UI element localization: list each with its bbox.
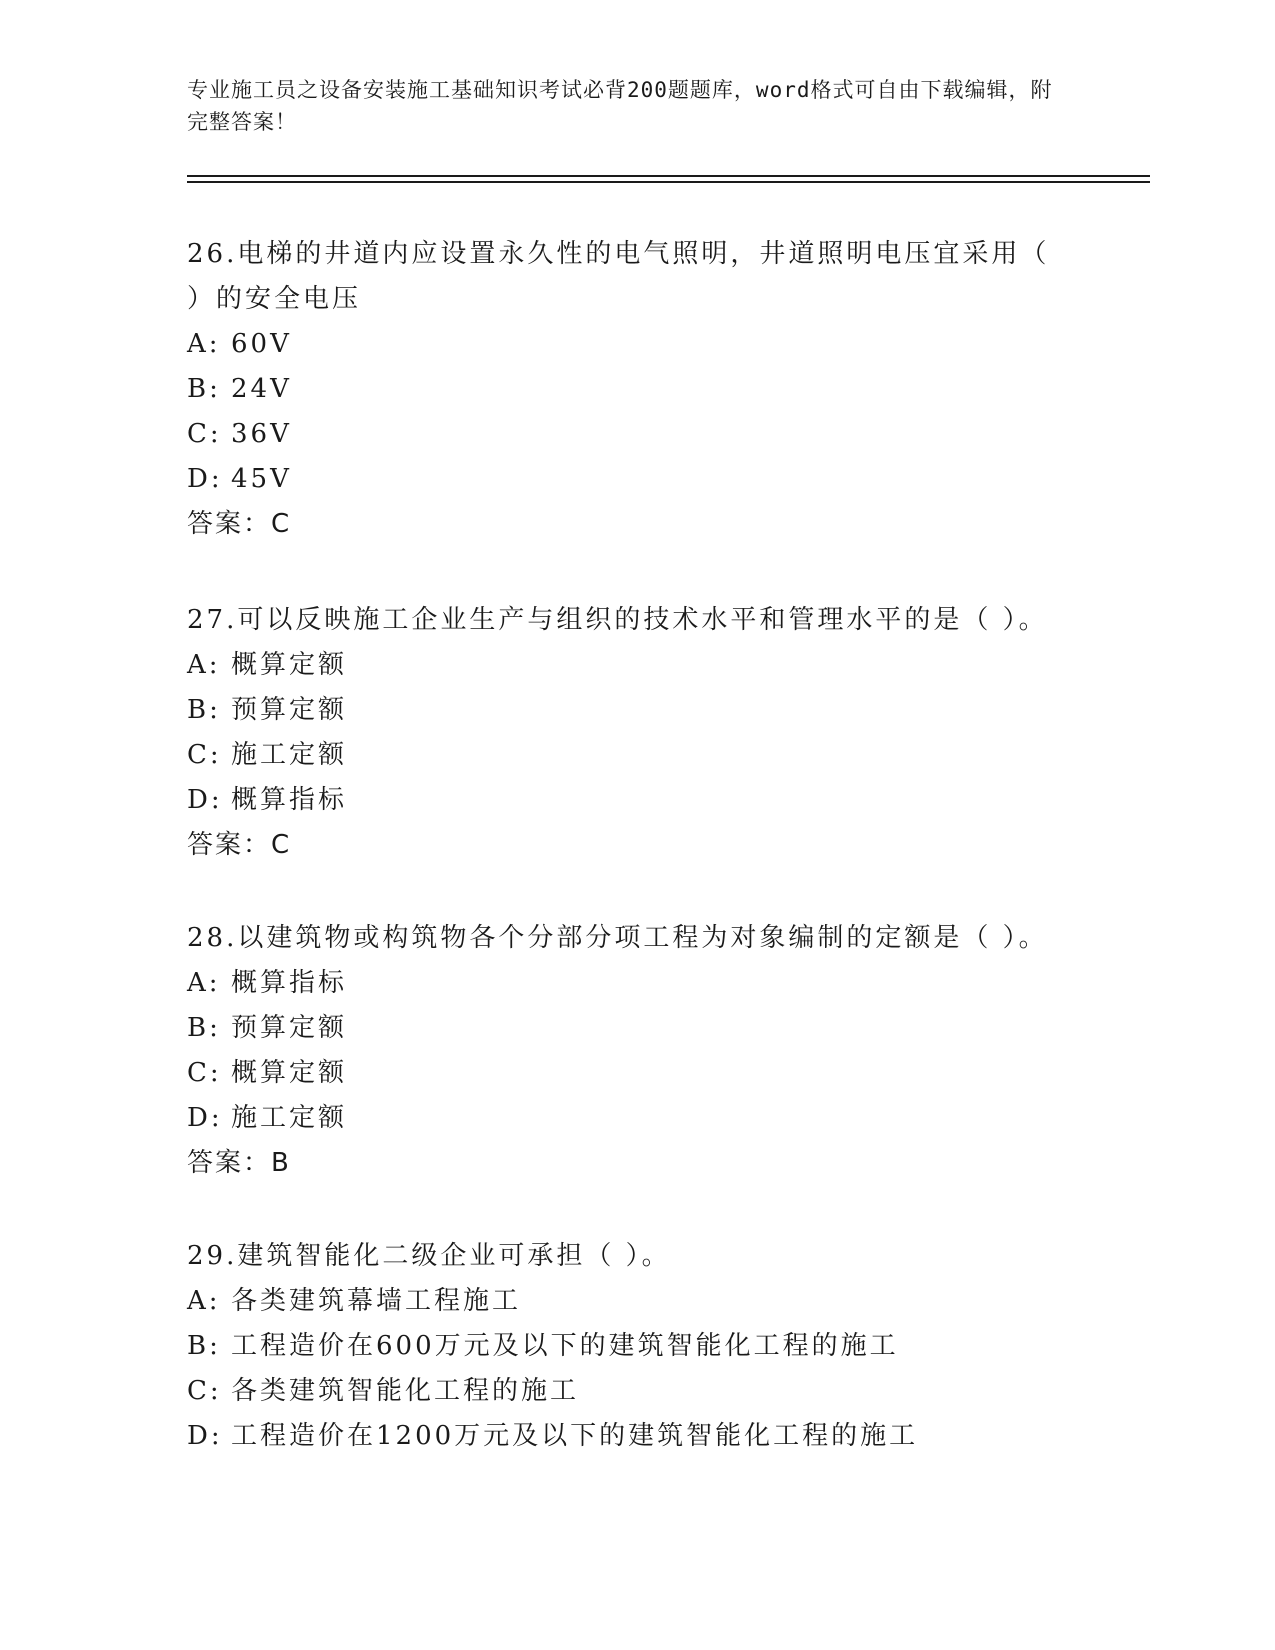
question-title: 27.可以反映施工企业生产与组织的技术水平和管理水平的是（ ）。	[187, 605, 1048, 635]
option-letter: A:	[187, 650, 221, 680]
answer-line: 答案：B	[187, 1148, 291, 1178]
option-text: 工程造价在600万元及以下的建筑智能化工程的施工	[231, 1331, 899, 1361]
option-letter: D:	[187, 1421, 223, 1451]
question-26	[187, 232, 1067, 547]
option-text: 36V	[231, 419, 292, 449]
option-letter: D:	[187, 1103, 223, 1133]
option-a	[187, 961, 1067, 1006]
document-header: 专业施工员之设备安装施工基础知识考试必背200题题库，word格式可自由下载编辑，附完整答案！	[187, 78, 1053, 134]
option-c	[187, 412, 1067, 457]
option-letter: C:	[187, 419, 222, 449]
option-letter: D:	[187, 785, 223, 815]
option-c	[187, 1051, 1067, 1096]
option-d	[187, 1414, 1067, 1459]
option-b	[187, 1006, 1067, 1051]
option-b	[187, 367, 1067, 412]
option-c	[187, 1369, 1067, 1414]
option-letter: C:	[187, 1058, 222, 1088]
option-d	[187, 778, 1067, 823]
option-a	[187, 322, 1067, 367]
option-letter: A:	[187, 329, 221, 359]
option-letter: A:	[187, 968, 221, 998]
option-d	[187, 457, 1067, 502]
option-letter: B:	[187, 1331, 221, 1361]
option-text: 概算指标	[231, 968, 348, 998]
option-text: 施工定额	[231, 1103, 348, 1133]
option-text: 各类建筑幕墙工程施工	[231, 1286, 522, 1316]
option-text: 概算定额	[231, 1058, 348, 1088]
option-c	[187, 733, 1067, 778]
question-28	[187, 916, 1067, 1186]
header-rule-top	[187, 175, 1150, 177]
option-text: 各类建筑智能化工程的施工	[231, 1376, 580, 1406]
option-text: 概算定额	[231, 650, 348, 680]
option-letter: A:	[187, 1286, 221, 1316]
question-title: 29.建筑智能化二级企业可承担（ ）。	[187, 1241, 671, 1271]
option-text: 60V	[231, 329, 292, 359]
option-letter: B:	[187, 695, 221, 725]
option-text: 24V	[231, 374, 292, 404]
option-text: 预算定额	[231, 1013, 348, 1043]
option-letter: C:	[187, 1376, 222, 1406]
option-letter: C:	[187, 740, 222, 770]
question-title: 28.以建筑物或构筑物各个分部分项工程为对象编制的定额是（ ）。	[187, 923, 1048, 953]
answer-line: 答案：C	[187, 509, 292, 539]
option-text: 概算指标	[231, 785, 348, 815]
question-27	[187, 598, 1067, 868]
option-a	[187, 1279, 1067, 1324]
header-rule-bottom	[187, 181, 1150, 183]
question-title: 26.电梯的井道内应设置永久性的电气照明，井道照明电压宜采用（ ）的安全电压	[187, 239, 1050, 314]
option-b	[187, 688, 1067, 733]
question-29	[187, 1234, 1067, 1459]
option-letter: B:	[187, 374, 221, 404]
option-text: 施工定额	[231, 740, 348, 770]
option-letter: B:	[187, 1013, 221, 1043]
answer-line: 答案：C	[187, 830, 292, 860]
option-b	[187, 1324, 1067, 1369]
option-text: 预算定额	[231, 695, 348, 725]
option-a	[187, 643, 1067, 688]
option-text: 工程造价在1200万元及以下的建筑智能化工程的施工	[231, 1421, 919, 1451]
option-letter: D:	[187, 464, 223, 494]
option-d	[187, 1096, 1067, 1141]
option-text: 45V	[231, 464, 292, 494]
